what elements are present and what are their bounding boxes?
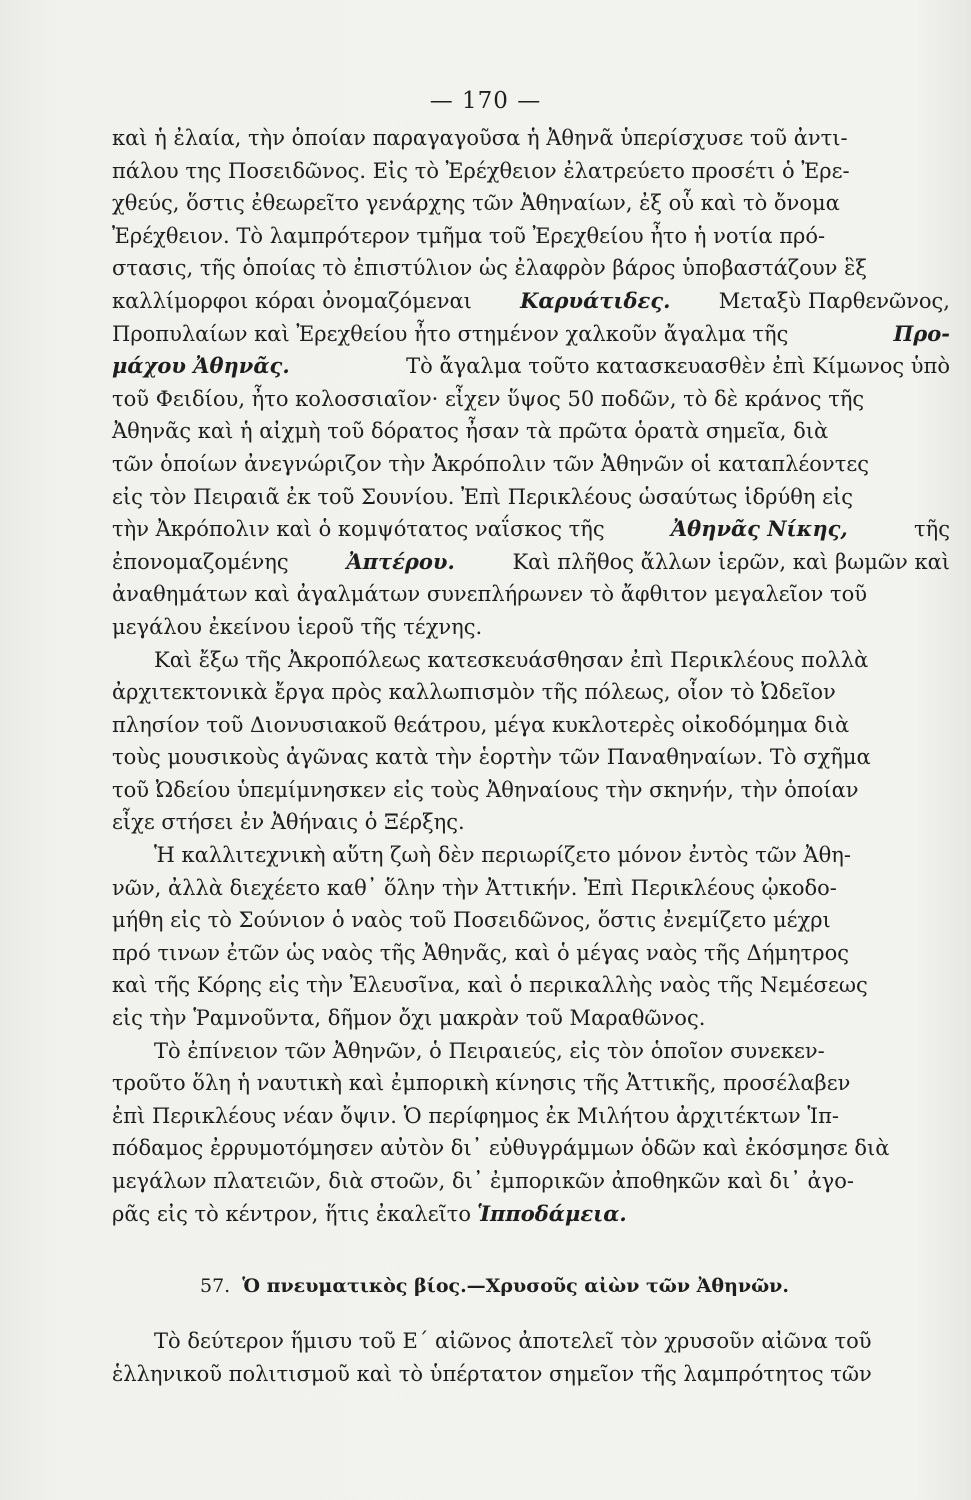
text-line: τοῦ Φειδίου, ἦτο κολοσσιαῖον· εἶχεν ὕψος 50 ποδῶν, τὸ δὲ κράνος τῆς: [112, 386, 865, 411]
text-line: καλλίμορφοι κόραι ὀνομαζόμεναι Καρυάτιδες. Μεταξὺ Παρθενῶνος,: [112, 285, 950, 318]
emphasis-term: Προ-: [893, 320, 950, 346]
body-text: [112, 122, 950, 1230]
text-line: ἐπὶ Περικλέους νέαν ὄψιν. Ὁ περίφημος ἐκ Μιλήτου ἀρχιτέκτων Ἱπ-: [112, 1103, 839, 1128]
text-line: καὶ ἡ ἐλαία, τὴν ὁποίαν παραγαγοῦσα ἡ Ἀθηνᾶ ὑπερίσχυσε τοῦ ἀντι-: [112, 126, 848, 150]
text-line: νῶν, ἀλλὰ διεχέετο καθ᾽ ὅλην τὴν Ἀττικήν. Ἐπὶ Περικλέους ᾠκοδο-: [112, 875, 837, 900]
text-line: μήθη εἰς τὸ Σούνιον ὁ ναὸς τοῦ Ποσειδῶνος, ὅστις ἐνεμίζετο μέχρι: [112, 908, 831, 933]
text-line: πλησίον τοῦ Διονυσιακοῦ θεάτρου, μέγα κυκλοτερὲς οἰκοδόμημα διὰ: [112, 712, 850, 737]
text-line: Καὶ ἔξω τῆς Ἀκροπόλεως κατεσκευάσθησαν ἐπὶ Περικλέους πολλὰ: [154, 647, 869, 672]
emphasis-term: μάχου Ἀθηνᾶς.: [112, 353, 290, 379]
section-heading: [200, 1275, 789, 1297]
text-line: ἀρχιτεκτονικὰ ἔργα πρὸς καλλωπισμὸν τῆς πόλεως, οἷον τὸ Ὠδεῖον: [112, 680, 836, 705]
text-line: ἑλληνικοῦ πολιτισμοῦ καὶ τὸ ὑπέρτατον σημεῖον τῆς λαμπρότητος τῶν: [112, 1361, 872, 1386]
emphasis-term: Καρυάτιδες.: [520, 287, 671, 313]
text-line: μεγάλων πλατειῶν, διὰ στοῶν, δι᾽ ἐμπορικῶν ἀποθηκῶν καὶ δι᾽ ἀγο-: [112, 1169, 854, 1193]
text-line: Τὸ ἐπίνειον τῶν Ἀθηνῶν, ὁ Πειραιεύς, εἰς τὸν ὁποῖον συνεκεν-: [154, 1038, 825, 1063]
text-line: μεγάλου ἐκείνου ἱεροῦ τῆς τέχνης.: [112, 614, 483, 639]
emphasis-term: Ἱπποδάμεια.: [477, 1200, 627, 1226]
text-line: ἀναθημάτων καὶ ἀγαλμάτων συνεπλήρωνεν τὸ ἄφθιτον μεγαλεῖον τοῦ: [112, 582, 868, 607]
page-number: — 170 —: [429, 88, 542, 114]
section-title: Ὁ πνευματικὸς βίος.—Χρυσοῦς αἰὼν τῶν Ἀθηνῶν.: [242, 1275, 789, 1297]
text-line: εἶχε στήσει ἐν Ἀθήναις ὁ Ξέρξης.: [112, 810, 465, 835]
text-line: Προπυλαίων καὶ Ἐρεχθείου ἦτο στημένον χαλκοῦν ἄγαλμα τῆς Προ-: [112, 318, 950, 351]
text-line: τῶν ὁποίων ἀνεγνώριζον τὴν Ἀκρόπολιν τῶν Ἀθηνῶν οἱ καταπλέοντες: [112, 451, 869, 476]
text-line: τοῦ Ὠδείου ὑπεμίμνησκεν εἰς τοὺς Ἀθηναίους τὴν σκηνήν, τὴν ὁποίαν: [112, 777, 859, 802]
section-body-text: [112, 1325, 950, 1390]
text-line: εἰς τὴν Ῥαμνοῦντα, δῆμον ὄχι μακρὰν τοῦ Μαραθῶνος.: [112, 1006, 706, 1031]
text-line: πάλου της Ποσειδῶνος. Εἰς τὸ Ἐρέχθειον ἐλατρεύετο προσέτι ὁ Ἐρε-: [112, 158, 850, 183]
text-line: εἰς τὸν Πειραιᾶ ἐκ τοῦ Σουνίου. Ἐπὶ Περικλέους ὡσαύτως ἱδρύθη εἰς: [112, 484, 853, 509]
text-line: στασις, τῆς ὁποίας τὸ ἐπιστύλιον ὡς ἐλαφρὸν βάρος ὑποβαστάζουν ἓξ: [112, 256, 867, 281]
emphasis-term: Ἀπτέρου.: [346, 548, 455, 574]
text-line: Ἀθηνᾶς καὶ ἡ αἰχμὴ τοῦ δόρατος ἦσαν τὰ πρῶτα ὁρατὰ σημεῖα, διὰ: [112, 419, 829, 444]
text-line: πρό τινων ἐτῶν ὡς ναὸς τῆς Ἀθηνᾶς, καὶ ὁ μέγας ναὸς τῆς Δήμητρος: [112, 940, 850, 965]
text-line: καὶ τῆς Κόρης εἰς τὴν Ἐλευσῖνα, καὶ ὁ περικαλλὴς ναὸς τῆς Νεμέσεως: [112, 973, 868, 998]
text-line: πόδαμος ἐρρυμοτόμησεν αὐτὸν δι᾽ εὐθυγράμμων ὁδῶν καὶ ἐκόσμησε διὰ: [112, 1136, 890, 1161]
text-line: Τὸ δεύτερον ἥμισυ τοῦ Ε΄ αἰῶνος ἀποτελεῖ τὸν χρυσοῦν αἰῶνα τοῦ: [154, 1329, 872, 1353]
text-line: τροῦτο ὅλη ἡ ναυτικὴ καὶ ἐμπορικὴ κίνησις τῆς Ἀττικῆς, προσέλαβεν: [112, 1071, 851, 1096]
text-line: τὴν Ἀκρόπολιν καὶ ὁ κομψότατος ναΐσκος τῆς Ἀθηνᾶς Νίκης, τῆς: [112, 513, 950, 546]
section-number: 57.: [200, 1275, 231, 1297]
text-line: Ἡ καλλιτεχνικὴ αὕτη ζωὴ δὲν περιωρίζετο μόνον ἐντὸς τῶν Ἀθη-: [154, 843, 851, 868]
emphasis-term: Ἀθηνᾶς Νίκης,: [670, 516, 848, 542]
text-line: χθεύς, ὅστις ἐθεωρεῖτο γενάρχης τῶν Ἀθηναίων, ἐξ οὗ καὶ τὸ ὄνομα: [112, 191, 840, 216]
text-line: μάχου Ἀθηνᾶς. Τὸ ἄγαλμα τοῦτο κατασκευασθὲν ἐπὶ Κίμωνος ὑπὸ: [112, 350, 950, 383]
text-line: ρᾶς εἰς τὸ κέντρον, ἥτις ἐκαλεῖτο Ἱπποδάμεια.: [112, 1198, 950, 1231]
text-line: ἐπονομαζομένης Ἀπτέρου. Καὶ πλῆθος ἄλλων ἱερῶν, καὶ βωμῶν καὶ: [112, 546, 950, 579]
text-line: τοὺς μουσικοὺς ἀγῶνας κατὰ τὴν ἑορτὴν τῶν Παναθηναίων. Τὸ σχῆμα: [112, 745, 871, 770]
text-line: Ἐρέχθειον. Τὸ λαμπρότερον τμῆμα τοῦ Ἐρεχθείου ἦτο ἡ νοτία πρό-: [112, 223, 826, 248]
